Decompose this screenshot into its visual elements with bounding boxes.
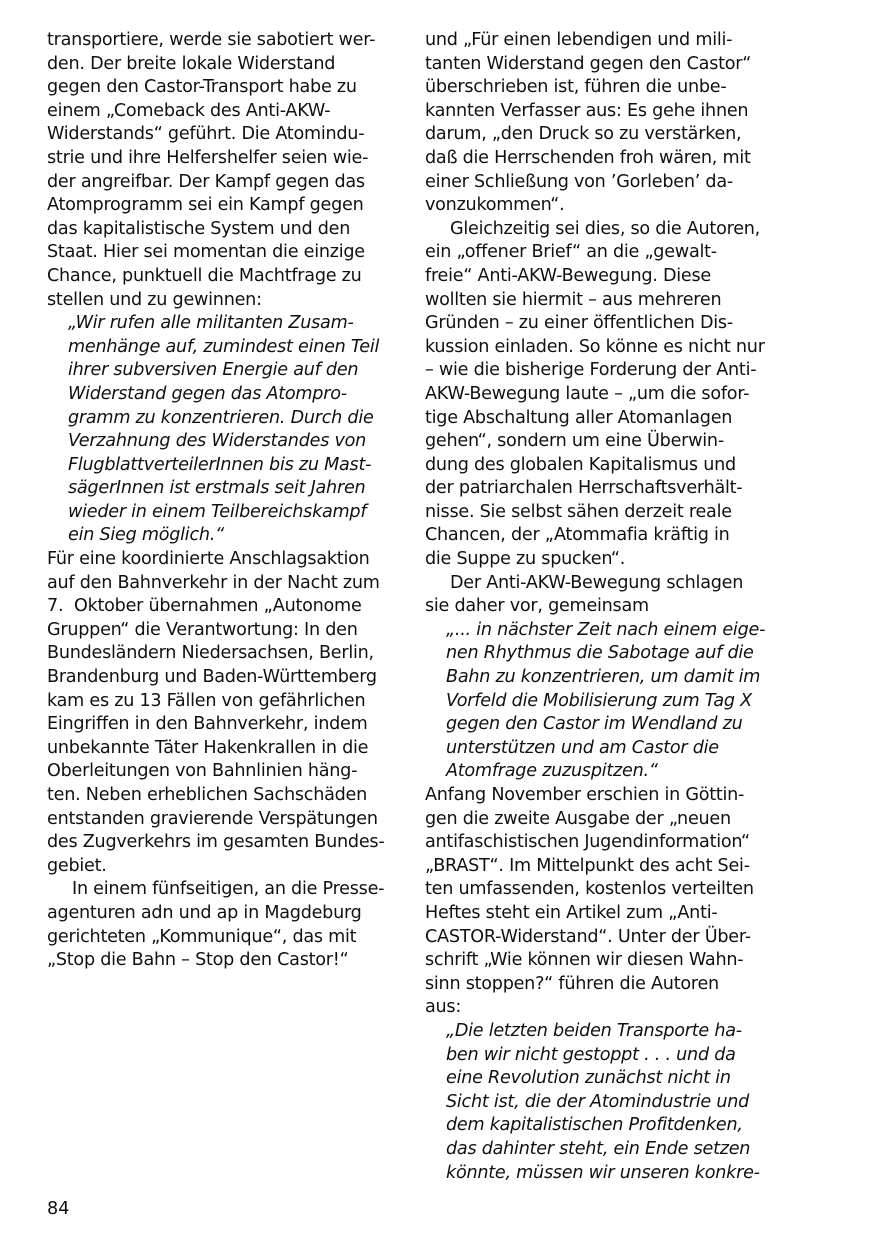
quote-line: dem kapitalistischen Profitdenken,	[446, 1115, 743, 1136]
text-line: gerichteten „Kommunique“, das mit	[47, 926, 357, 947]
quote-line: „... in nächster Zeit nach einem eige-	[446, 619, 766, 640]
text-line: die Suppe zu spucken“.	[425, 549, 626, 570]
quote-line: das dahinter steht, ein Ende setzen	[446, 1138, 751, 1159]
text-line: einer Schließung von ’Gorleben’ da-	[425, 171, 733, 192]
text-line: AKW-Bewegung laute – „um die sofor-	[425, 383, 750, 404]
text-line: darum, „den Druck so zu verstärken,	[425, 124, 742, 145]
text-line: den. Der breite lokale Widerstand	[47, 53, 336, 74]
right-text-column	[425, 29, 770, 1185]
text-line: tige Abschaltung aller Atomanlagen	[425, 407, 733, 428]
quote-line: eine Revolution zunächst nicht in	[446, 1068, 731, 1089]
text-line: Gruppen“ die Verantwortung: In den	[47, 619, 358, 640]
text-line: CASTOR-Widerstand“. Unter der Über-	[425, 926, 751, 947]
quote-line: ben wir nicht gestoppt . . . und da	[446, 1044, 736, 1065]
text-line: Heftes steht ein Artikel zum „Anti-	[425, 902, 718, 923]
quote-line: „Wir rufen alle militanten Zusam-	[68, 313, 354, 334]
quote-line: Bahn zu konzentrieren, um damit im	[446, 667, 761, 688]
quote-line: „Die letzten beiden Transporte ha-	[446, 1020, 742, 1041]
text-line: auf den Bahnverkehr in der Nacht zum	[47, 572, 380, 593]
text-line: kam es zu 13 Fällen von gefährlichen	[47, 690, 366, 711]
text-line: der patriarchalen Herrschaftsverhält-	[425, 478, 743, 499]
text-line: Eingriffen in den Bahnverkehr, indem	[47, 714, 368, 735]
text-line: unbekannte Täter Hakenkrallen in die	[47, 737, 369, 758]
text-line: Chance, punktuell die Machtfrage zu	[47, 265, 362, 286]
text-line: ten umfassenden, kostenlos verteilten	[425, 879, 754, 900]
text-line: vonzukommen“.	[425, 195, 565, 216]
quote-line: gegen den Castor im Wendland zu	[446, 714, 743, 735]
text-line: Gleichzeitig sei dies, so die Autoren,	[450, 218, 761, 239]
quote-line: Verzahnung des Widerstandes von	[68, 431, 367, 452]
quote-line: ihrer subversiven Energie auf den	[68, 360, 359, 381]
text-line: freie“ Anti-AKW-Bewegung. Diese	[425, 265, 711, 286]
text-line: wollten sie hiermit – aus mehreren	[425, 289, 722, 310]
quote-line: nen Rhythmus die Sabotage auf die	[446, 643, 754, 664]
text-line: nisse. Sie selbst sähen derzeit reale	[425, 501, 732, 522]
text-line: Anfang November erschien in Göttin-	[425, 785, 745, 805]
quote-line: FlugblattverteilerInnen bis zu Mast-	[68, 454, 372, 475]
quote-line: Widerstand gegen das Atompro-	[68, 383, 347, 404]
text-line: Gründen – zu einer öffentlichen Dis-	[425, 313, 733, 334]
text-line: daß die Herrschenden froh wären, mit	[425, 147, 751, 168]
text-line: Widerstands“ geführt. Die Atomindu-	[47, 124, 365, 145]
text-line: gehen“, sondern um eine Überwin-	[425, 431, 724, 452]
text-line: gen die zweite Ausgabe der „neuen	[425, 808, 731, 829]
text-line: Oberleitungen von Bahnlinien häng-	[47, 761, 358, 782]
text-line: tanten Widerstand gegen den Castor“	[425, 53, 752, 74]
text-line: entstanden gravierende Verspätungen	[47, 808, 378, 829]
text-line: kannten Verfasser aus: Es gehe ihnen	[425, 100, 749, 121]
text-line: gebiet.	[47, 855, 107, 876]
quote-line: Vorfeld die Mobilisierung zum Tag X	[446, 690, 752, 711]
quote-line: Sicht ist, die der Atomindustrie und	[446, 1091, 750, 1112]
text-line: transportiere, werde sie sabotiert wer-	[47, 30, 376, 50]
text-line: Chancen, der „Atommafia kräftig in	[425, 525, 730, 546]
text-line: „BRAST“. Im Mittelpunkt des acht Sei-	[425, 855, 750, 876]
text-line: Atomprogramm sei ein Kampf gegen	[47, 195, 364, 216]
text-line: das kapitalistische System und den	[47, 218, 351, 239]
text-line: 7. Oktober übernahmen „Autonome	[47, 596, 362, 617]
quote-line: gramm zu konzentrieren. Durch die	[68, 407, 374, 428]
left-text-column	[47, 29, 392, 973]
text-line: „Stop die Bahn – Stop den Castor!“	[47, 950, 349, 971]
quote-line: wieder in einem Teilbereichskampf	[68, 501, 367, 522]
quote-line: menhänge auf, zumindest einen Teil	[68, 336, 380, 357]
text-line: In einem fünfseitigen, an die Presse-	[72, 879, 385, 900]
text-line: kussion einladen. So könne es nicht nur	[425, 336, 765, 357]
text-line: gegen den Castor-Transport habe zu	[47, 77, 357, 98]
text-line: dung des globalen Kapitalismus und	[425, 454, 736, 475]
text-line: antifaschistischen Jugendinformation“	[425, 832, 750, 853]
text-line: ein „offener Brief“ an die „gewalt-	[425, 242, 717, 263]
text-line: Brandenburg und Baden-Württemberg	[47, 667, 377, 688]
text-line: schrift „Wie können wir diesen Wahn-	[425, 950, 744, 971]
text-line: strie und ihre Helfershelfer seien wie-	[47, 147, 369, 168]
text-line: aus:	[425, 997, 462, 1018]
text-line: ten. Neben erheblichen Sachschäden	[47, 785, 368, 805]
text-line: der angreifbar. Der Kampf gegen das	[47, 171, 365, 192]
quote-line: sägerInnen ist erstmals seit Jahren	[68, 478, 366, 499]
text-line: Für eine koordinierte Anschlagsaktion	[47, 549, 370, 570]
text-line: Der Anti-AKW-Bewegung schlagen	[450, 572, 744, 593]
text-line: sinn stoppen?“ führen die Autoren	[425, 973, 719, 994]
text-line: sie daher vor, gemeinsam	[425, 596, 649, 617]
text-line: stellen und zu gewinnen:	[47, 289, 262, 310]
text-line: überschrieben ist, führen die unbe-	[425, 77, 727, 98]
quote-line: ein Sieg möglich.“	[68, 525, 224, 546]
text-line: – wie die bisherige Forderung der Anti-	[425, 360, 757, 381]
text-line: und „Für einen lebendigen und mili-	[425, 30, 733, 50]
quote-line: könnte, müssen wir unseren konkre-	[446, 1162, 760, 1183]
quote-line: unterstützen und am Castor die	[446, 737, 719, 758]
page-number: 84	[47, 1199, 70, 1219]
text-line: einem „Comeback des Anti-AKW-	[47, 100, 331, 121]
text-line: Staat. Hier sei momentan die einzige	[47, 242, 365, 263]
text-line: agenturen adn und ap in Magdeburg	[47, 902, 362, 923]
text-line: des Zugverkehrs im gesamten Bundes-	[47, 832, 385, 853]
quote-line: Atomfrage zuzuspitzen.“	[446, 761, 658, 782]
text-line: Bundesländern Niedersachsen, Berlin,	[47, 643, 374, 664]
